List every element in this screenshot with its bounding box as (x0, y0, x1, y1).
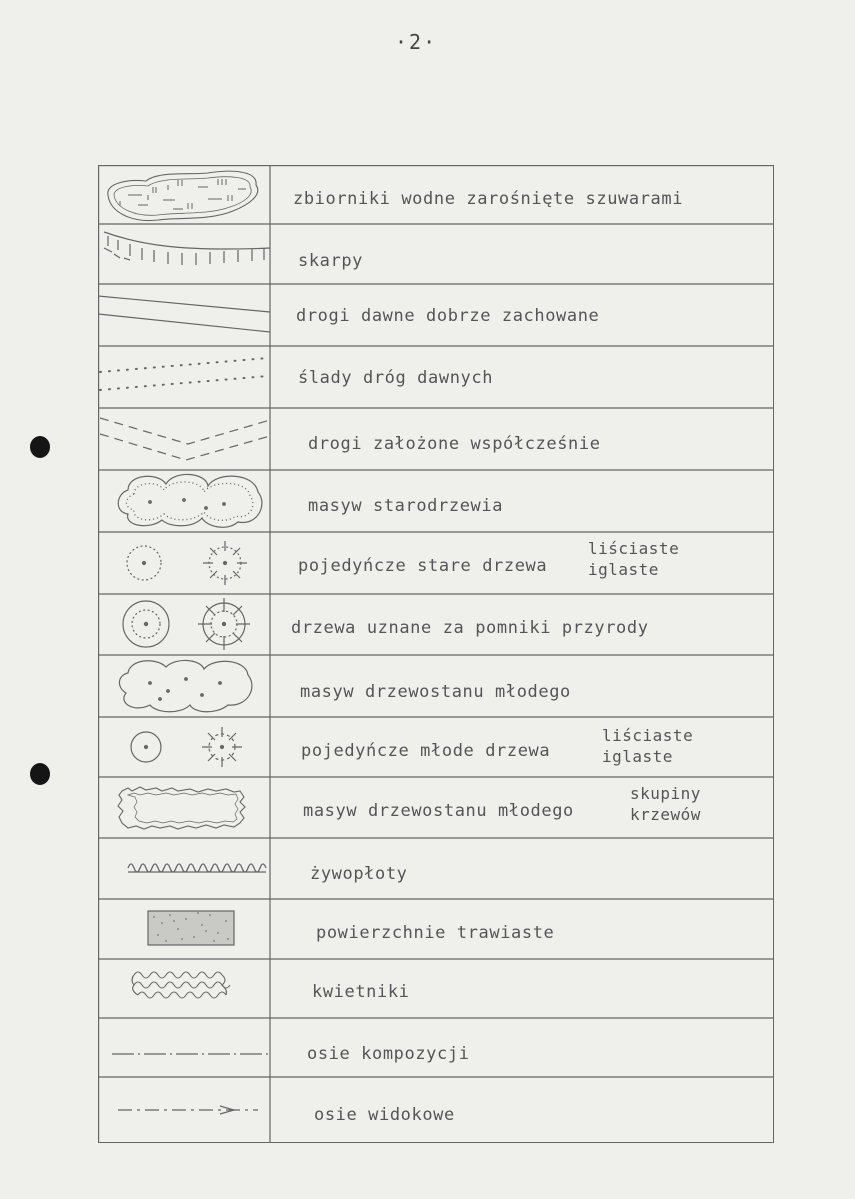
legend-row (98, 284, 774, 346)
punch-hole (30, 436, 50, 458)
deciduous-label: liściaste (602, 726, 694, 745)
legend-label: żywopłoty (310, 864, 408, 884)
page-number: ·2· (395, 30, 438, 54)
old-road-icon (98, 284, 270, 346)
leaf-type-note (602, 725, 693, 767)
hedge-icon (98, 838, 270, 899)
legend-label: kwietniki (312, 982, 410, 1002)
legend-row (98, 959, 774, 1018)
view-axis-icon (98, 1077, 270, 1143)
leaf-type-note (588, 538, 679, 580)
legend-row (98, 594, 774, 655)
legend-row (98, 165, 774, 224)
legend-label: masyw drzewostanu młodego (300, 682, 571, 702)
deciduous-label: liściaste (588, 539, 680, 558)
legend-label: masyw starodrzewia (308, 496, 504, 516)
young-stand-mass-icon (98, 655, 270, 717)
legend-row (98, 655, 774, 717)
legend-label: osie kompozycji (307, 1044, 470, 1064)
shrub-note (630, 783, 701, 825)
road-traces-icon (98, 346, 270, 408)
legend-label: drogi dawne dobrze zachowane (296, 306, 600, 326)
legend-label: ślady dróg dawnych (298, 368, 494, 388)
grass-icon (98, 899, 270, 959)
punch-hole (30, 763, 50, 785)
legend-row (98, 408, 774, 470)
legend-row (98, 777, 774, 838)
legend-table (98, 165, 774, 1143)
coniferous-label: iglaste (602, 747, 673, 766)
composition-axis-icon (98, 1018, 270, 1077)
legend-row (98, 899, 774, 959)
legend-row (98, 1077, 774, 1143)
reeds-pond-icon (98, 165, 270, 224)
flowerbed-icon (98, 959, 270, 1018)
single-old-trees-icon (98, 532, 270, 594)
legend-label: pojedyńcze młode drzewa (301, 741, 551, 761)
old-tree-mass-icon (98, 470, 270, 532)
legend-label: pojedyńcze stare drzewa (298, 556, 548, 576)
legend-label: drogi założone współcześnie (308, 434, 601, 454)
legend-label: skarpy (298, 251, 364, 271)
legend-label: drzewa uznane za pomniki przyrody (291, 618, 649, 638)
legend-row (98, 838, 774, 899)
legend-label: zbiorniki wodne zarośnięte szuwarami (293, 189, 684, 209)
legend-label: powierzchnie trawiaste (316, 923, 555, 943)
legend-row (98, 1018, 774, 1077)
modern-road-icon (98, 408, 270, 470)
coniferous-label: iglaste (588, 560, 659, 579)
legend-row (98, 717, 774, 777)
legend-row (98, 224, 774, 284)
legend-row (98, 470, 774, 532)
legend-row (98, 346, 774, 408)
single-young-trees-icon (98, 717, 270, 777)
legend-row (98, 532, 774, 594)
escarpment-icon (98, 224, 270, 284)
shrub-groups-icon (98, 777, 270, 838)
monument-trees-icon (98, 594, 270, 655)
legend-label: masyw drzewostanu młodego (303, 801, 574, 821)
shrub-groups-label: skupiny (630, 784, 701, 803)
shrubs-label: krzewów (630, 805, 701, 824)
legend-label: osie widokowe (314, 1105, 455, 1125)
